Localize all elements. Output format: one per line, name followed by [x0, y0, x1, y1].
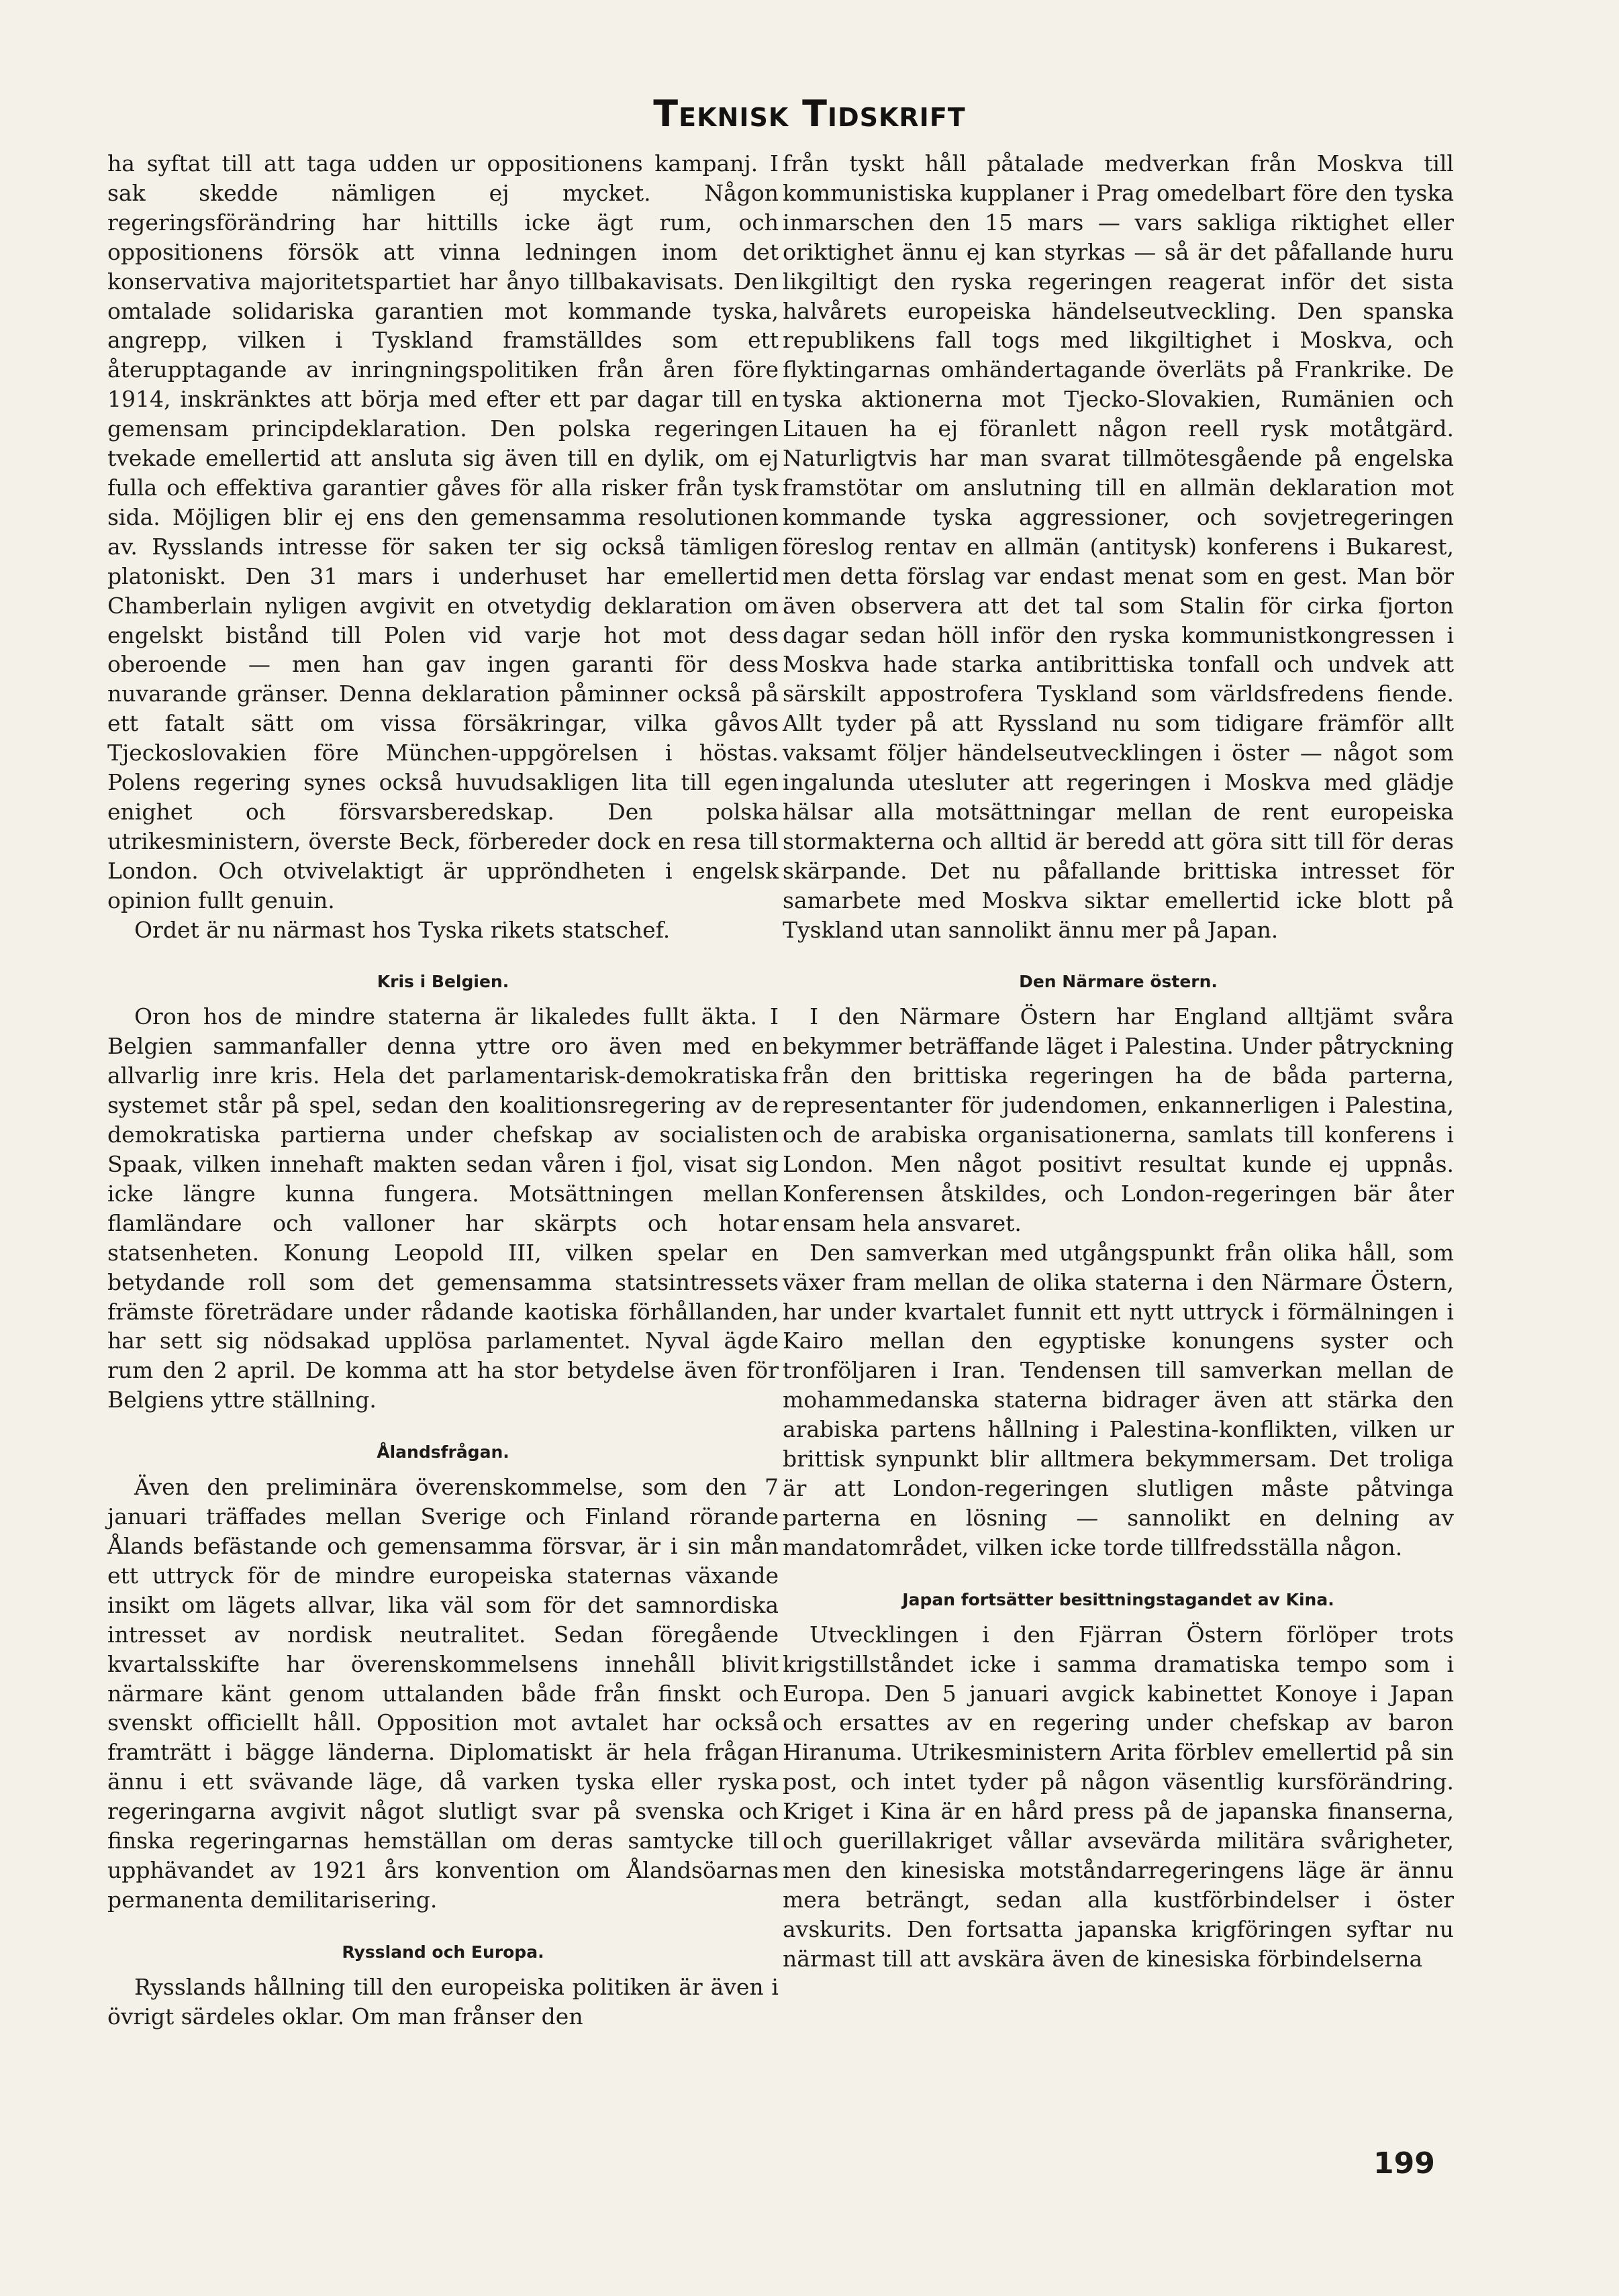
left-column — [107, 149, 779, 2032]
section-heading-japan: Japan fortsätter besittningstagandet av Kina. — [902, 1589, 1334, 1609]
paragraph: Utvecklingen i den Fjärran Östern förlöper trots krigstillståndet icke i samma dramatiska tempo som i Europa. Den 5 januari avgick kabinettet Konoye i Japan och ersattes av en regering under chefskap av baron Hiranuma. Utrikesministern Arita förblev emellertid på sin post, och intet tyder på någon väsentlig kursförändring. Kriget i Kina är en hård press på de japanska finanserna, och guerillakriget vållar avsevärda militära svårigheter, men den kinesiska motståndarregeringens läge är ännu mera beträngt, sedan alla kustförbindelser i öster avskurits. Den fortsatta japanska krigföringen syftar nu närmast till att avskära även de kinesiska förbindelserna — [783, 1621, 1454, 1972]
section-heading-aland: Ålandsfrågan. — [377, 1442, 509, 1462]
paragraph: Ordet är nu närmast hos Tyska rikets statschef. — [134, 916, 671, 943]
paragraph: från tyskt håll påtalade medverkan från Moskva till kommunistiska kupplaner i Prag omedelbart före den tyska inmarschen den 15 mars — vars sakliga riktighet eller oriktighet ännu ej kan styrkas — så är det påfallande huru likgiltigt den ryska regeringen reagerat inför det sista halvårets europeiska händelseutveckling. Den spanska republikens fall togs med likgiltighet i Moskva, och flyktingarnas omhändertagande överläts på Frankrike. De tyska aktionerna mot Tjecko-Slovakien, Rumänien och Litauen ha ej föranlett någon reell rysk motåtgärd. Naturligtvis har man svarat tillmötesgående på engelska framstötar om anslutning till en allmän deklaration mot kommande tyska aggressioner, och sovjetregeringen föreslog rentav en allmän (antitysk) konferens i Bukarest, men detta förslag var endast menat som en gest. Man bör även observera att det tal som Stalin för cirka fjorton dagar sedan höll inför den ryska kommunistkongressen i Moskva hade starka antibrittiska tonfall och undvek att särskilt appostrofera Tyskland som världsfredens fiende. Allt tyder på att Ryssland nu som tidigare främför allt vaksamt följer händelseutvecklingen i öster — något som ingalunda utesluter att regeringen i Moskva med glädje hälsar alla motsättningar mellan de rent europeiska stormakterna och alltid är beredd att göra sitt till för deras skärpande. Det nu påfallande brittiska intresset för samarbete med Moskva siktar emellertid icke blott på Tyskland utan sannolikt ännu mer på Japan. — [783, 150, 1454, 943]
section-heading-ryssland: Ryssland och Europa. — [342, 1942, 544, 1962]
right-column — [783, 149, 1454, 1974]
paragraph: ha syftat till att taga udden ur oppositionens kampanj. I sak skedde nämligen ej mycket. Någon regeringsförändring har hittills icke ägt rum, och oppositionens försök att vinna ledningen inom det konservativa majoritetspartiet har ånyo tillbakavisats. Den omtalade solidariska garantien mot kommande tyska, angrepp, vilken i Tyskland framställdes som ett återupptagande av inringningspolitiken från åren före 1914, inskränktes att börja med efter ett par dagar till en gemensam principdeklaration. Den polska regeringen tvekade emellertid att ansluta sig även till en dylik, om ej fulla och effektiva garantier gåves för alla risker från tysk sida. Möjligen blir ej ens den gemensamma resolutionen av. Rysslands intresse för saken ter sig också tämligen platoniskt. Den 31 mars i underhuset har emellertid Chamberlain nyligen avgivit en otvetydig deklaration om engelskt bistånd till Polen vid varje hot mot dess oberoende — men han gav ingen garanti för dess nuvarande gränser. Denna deklaration påminner också på ett fatalt sätt om vissa försäkringar, vilka gåvos Tjeckoslovakien före München-uppgörelsen i höstas. Polens regering synes också huvudsakligen lita till egen enighet och försvarsberedskap. Den polska utrikesministern, överste Beck, förbereder dock en resa till London. Och otvivelaktigt är uppröndheten i engelsk opinion fullt genuin. — [107, 150, 779, 913]
paragraph: Oron hos de mindre staterna är likaledes fullt äkta. I Belgien sammanfaller denna yttre oro även med en allvarlig inre kris. Hela det parlamentarisk-demokratiska systemet står på spel, sedan den koalitionsregering av de demokratiska partierna under chefskap av socialisten Spaak, vilken innehaft makten sedan våren i fjol, visat sig icke längre kunna fungera. Motsättningen mellan flamländare och valloner har skärpts och hotar statsenheten. Konung Leopold III, vilken spelar en betydande roll som det gemensamma statsintressets främste företrädare under rådande kaotiska förhållanden, har sett sig nödsakad upplösa parlamentet. Nyval ägde rum den 2 april. De komma att ha stor betydelse även för Belgiens yttre ställning. — [107, 1003, 779, 1413]
journal-title: Teknisk Tidskrift — [653, 93, 966, 135]
paragraph: Även den preliminära överenskommelse, som den 7 januari träffades mellan Sverige och Finland rörande Ålands befästande och gemensamma försvar, är i sin mån ett uttryck för de mindre europeiska staternas växande insikt om lägets allvar, lika väl som för det samnordiska intresset av nordisk neutralitet. Sedan föregående kvartalsskifte har överenskommelsens innehåll blivit närmare känt genom uttalanden både från finskt och svenskt officiellt håll. Opposition mot avtalet har också framträtt i bägge länderna. Diplomatiskt är hela frågan ännu i ett svävande läge, då varken tyska eller ryska regeringarna avgivit något slutligt svar på svenska och finska regeringarnas hemställan om deras samtycke till upphävandet av 1921 års konvention om Ålandsöarnas permanenta demilitarisering. — [107, 1474, 779, 1913]
paragraph: Rysslands hållning till den europeiska politiken är även i övrigt särdeles oklar. Om man frånser den — [107, 1973, 779, 2030]
page-number: 199 — [1373, 2146, 1435, 2181]
paragraph: Den samverkan med utgångspunkt från olika håll, som växer fram mellan de olika staterna i den Närmare Östern, har under kvartalet funnit ett nytt uttryck i förmälningen i Kairo mellan den egyptiske konungens syster och tronföljaren i Iran. Tendensen till samverkan mellan de mohammedanska staterna bidrager även att stärka den arabiska partens hållning i Palestina-konflikten, vilken ur brittisk synpunkt blir alltmera bekymmersam. Det troliga är att London-regeringen slutligen måste påtvinga parterna en lösning — sannolikt en delning av mandatområdet, vilken icke torde tillfredsställa någon. — [783, 1239, 1454, 1560]
paragraph: I den Närmare Östern har England alltjämt svåra bekymmer beträffande läget i Palestina. Under påtryckning från den brittiska regeringen ha de båda parterna, representanter för judendomen, enkannerligen i Palestina, och de arabiska organisationerna, samlats till konferens i London. Men något positivt resultat kunde ej uppnås. Konferensen åtskildes, och London-regeringen bär åter ensam hela ansvaret. — [783, 1003, 1454, 1236]
section-heading-narmare-ostern: Den Närmare östern. — [1019, 972, 1218, 992]
section-heading-belgien: Kris i Belgien. — [377, 972, 509, 992]
